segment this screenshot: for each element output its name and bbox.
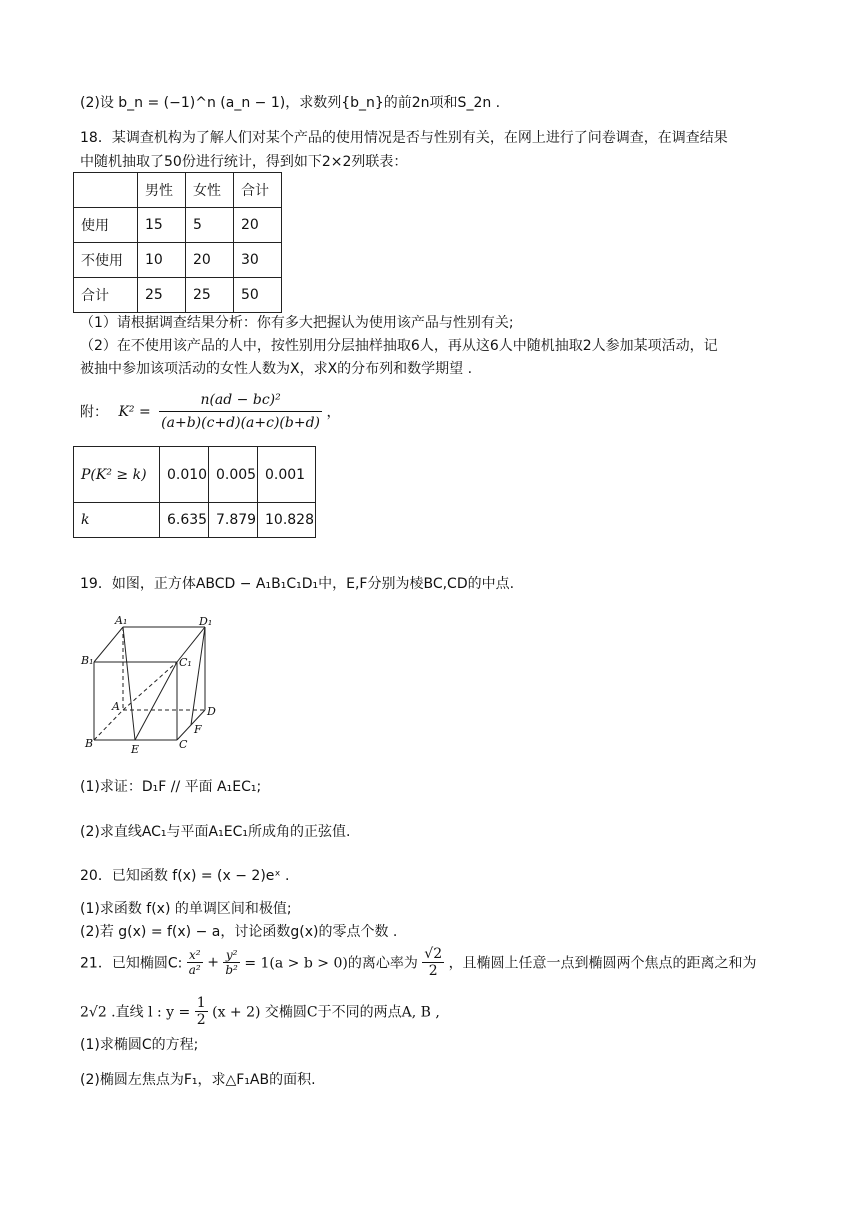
fraction-denominator: a² [188,963,201,977]
table-cell: 男性 [138,173,186,208]
q21-stem [80,946,757,979]
table-cell: 30 [234,243,282,278]
table-cell: 15 [138,208,186,243]
table-cell: 7.879 [209,503,258,538]
table-cell: 10 [138,243,186,278]
fraction-numerator: x² [187,948,203,963]
formula-denominator: (a+b)(c+d)(a+c)(b+d) [161,415,321,431]
q18-stem-line1: 18．某调查机构为了解人们对某个产品的使用情况是否与性别有关，在网上进行了问卷调查，在调查结果 [80,130,728,146]
label-F: F [194,723,202,736]
q18-part2-line1: （2）在不使用该产品的人中，按性别用分层抽样抽取6人，再从这6人中随机抽取2人参加某项活动，记 [80,338,718,354]
label-A1: A₁ [115,614,128,627]
table-cell: 5 [186,208,234,243]
table-row [74,208,282,243]
q19-part2: (2)求直线AC₁与平面A₁EC₁所成角的正弦值. [80,824,351,840]
q18-part2-line2: 被抽中参加该项活动的女性人数为X，求X的分布列和数学期望 . [80,361,473,377]
fraction-numerator: √2 [424,946,443,962]
fraction-denominator: 2 [428,963,438,979]
q21-part2: (2)椭圆左焦点为F₁，求△F₁AB的面积. [80,1072,316,1088]
table-cell: 不使用 [74,243,138,278]
q18-stem-line2: 中随机抽取了50份进行统计，得到如下2×2列联表： [80,154,408,170]
k2-formula [80,392,340,431]
table-cell: 合计 [74,278,138,313]
label-C: C [179,738,188,751]
q21-line2-b: (x + 2) 交椭圆C于不同的两点A, B , [212,1004,440,1021]
q21-line2 [80,995,440,1028]
appendix-label: 附： [80,404,108,421]
label-D: D [207,705,216,718]
formula-tail: ， [326,404,341,421]
formula-lhs: K² = [118,403,151,420]
q20-stem: 20．已知函数 f(x) = (x − 2)eˣ . [80,868,290,884]
table-cell [74,173,138,208]
table-cell: 使用 [74,208,138,243]
fraction-denominator: 2 [196,1012,206,1028]
label-E: E [131,743,140,756]
label-B1: B₁ [81,654,94,667]
q21-stem-b: ，且椭圆上任意一点到椭圆两个焦点的距离之和为 [448,955,757,972]
table-cell: 6.635 [160,503,209,538]
slope-fraction [195,995,208,1028]
table-cell: 女性 [186,173,234,208]
cube-figure [78,612,228,757]
q20-part2: (2)若 g(x) = f(x) − a，讨论函数g(x)的零点个数 . [80,924,398,940]
table-cell: 0.001 [258,447,316,503]
table-cell: P(K² ≥ k) [74,447,160,503]
q18-part1: （1）请根据调查结果分析：你有多大把握认为使用该产品与性别有关; [80,315,514,331]
table-cell: 合计 [234,173,282,208]
critical-value-table [73,446,316,538]
table-cell: 25 [186,278,234,313]
q19-stem: 19．如图，正方体ABCD − A₁B₁C₁D₁中，E,F分别为棱BC,CD的中点. [80,576,515,592]
q19-part1: (1)求证：D₁F // 平面 A₁EC₁; [80,779,262,795]
formula-fraction [159,392,322,431]
table-cell: 20 [234,208,282,243]
q21-part1: (1)求椭圆C的方程; [80,1037,199,1053]
table-row [74,173,282,208]
q21-line2-a: 2√2 .直线 l : y = [80,1004,191,1021]
q17-part2: (2)设 b_n = (−1)^n (a_n − 1)，求数列{b_n}的前2n项和S_2n . [80,95,501,111]
table-cell: 50 [234,278,282,313]
table-cell: 0.005 [209,447,258,503]
table-cell: 25 [138,278,186,313]
contingency-table [73,172,282,313]
table-row [74,243,282,278]
fraction-numerator: y² [223,948,240,963]
fraction-denominator: b² [225,963,238,977]
table-row [74,503,316,538]
fraction-numerator: 1 [196,995,206,1011]
label-C1: C₁ [179,656,192,669]
table-cell: 20 [186,243,234,278]
formula-numerator: n(ad − bc)² [159,392,322,412]
table-cell: 0.010 [160,447,209,503]
ellipse-x-term [187,948,203,977]
table-cell: k [74,503,160,538]
q21-stem-a: 21．已知椭圆C: [80,955,183,972]
q20-part1: (1)求函数 f(x) 的单调区间和极值; [80,901,292,917]
plus-sign: + [207,954,219,971]
label-B: B [85,737,94,750]
q21-ellipse-tail: = 1(a > b > 0)的离心率为 [244,955,418,972]
label-D1: D₁ [199,615,213,628]
table-cell: 10.828 [258,503,316,538]
ellipse-y-term [223,948,240,977]
table-row [74,278,282,313]
label-A: A [112,700,120,713]
table-row [74,447,316,503]
eccentricity-fraction [422,946,444,979]
